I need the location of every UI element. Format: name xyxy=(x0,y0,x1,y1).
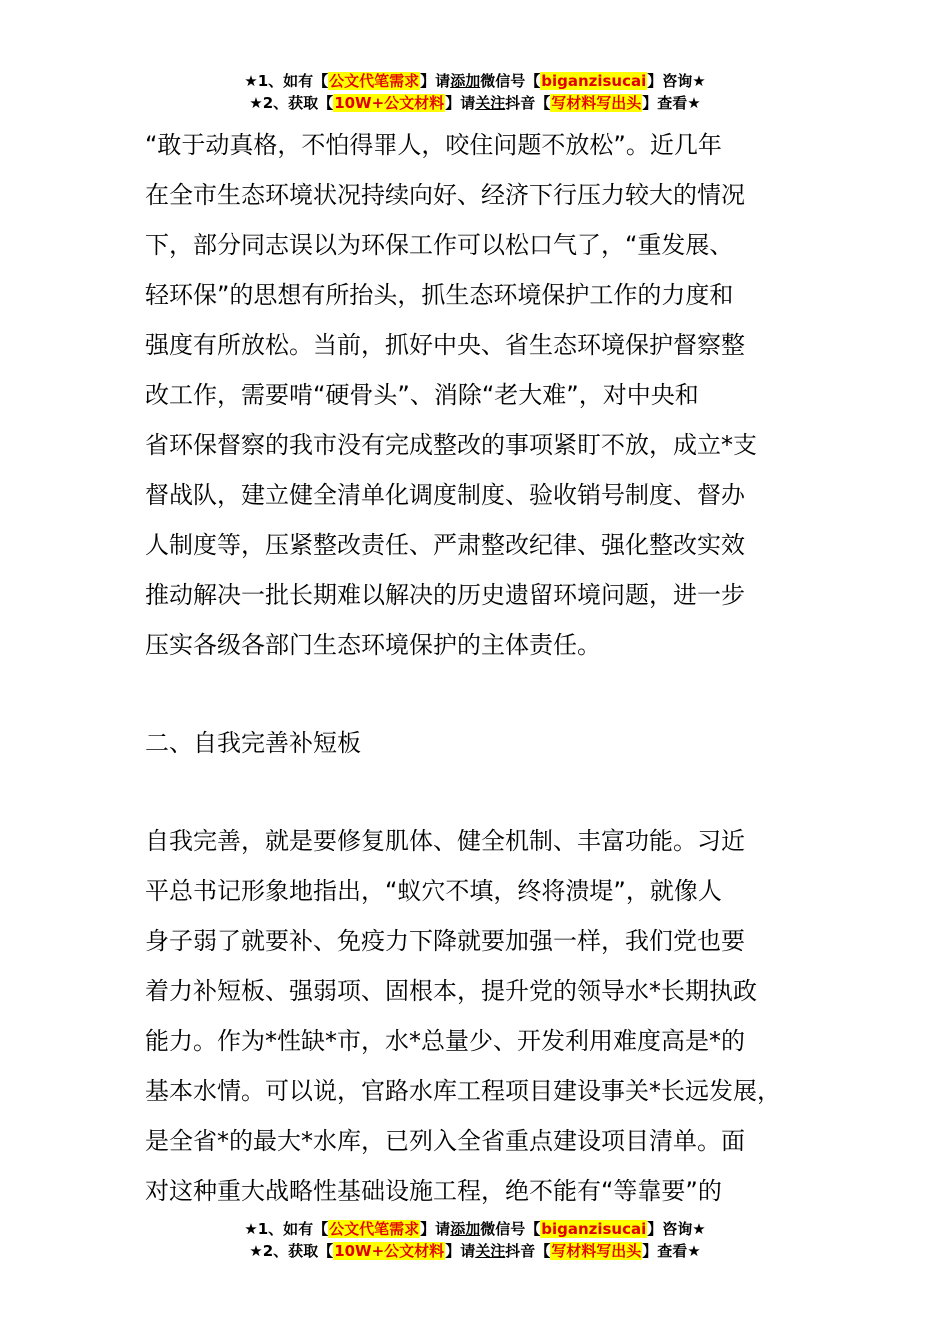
text-line: 基本水情。可以说，官路水库工程项目建设事关*长远发展， xyxy=(145,1077,781,1105)
text-line: 在全市生态环境状况持续向好、经济下行压力较大的情况 xyxy=(145,181,745,209)
banner-text: 】请 xyxy=(420,1220,451,1238)
banner-underlined: 添加 xyxy=(450,1220,481,1238)
text-line: 身子弱了就要补、免疫力下降就要加强一样，我们党也要 xyxy=(145,927,745,955)
banner-text: 】查看★ xyxy=(642,94,701,112)
text-line: 督战队，建立健全清单化调度制度、验收销号制度、督办 xyxy=(145,481,745,509)
text-line: 改工作，需要啃“硬骨头”、消除“老大难”，对中央和 xyxy=(145,381,699,409)
banner-underlined: 关注 xyxy=(475,1242,506,1260)
banner-text: ★2、获取【 xyxy=(249,1242,334,1260)
banner-text: ★1、如有【 xyxy=(244,1220,329,1238)
text-line: 是全省*的最大*水库，已列入全省重点建设项目清单。面 xyxy=(145,1127,745,1155)
banner-text: 】请 xyxy=(445,1242,476,1260)
banner-text: ★2、获取【 xyxy=(249,94,334,112)
text-line: 省环保督察的我市没有完成整改的事项紧盯不放，成立*支 xyxy=(145,431,757,459)
text-line: 推动解决一批长期难以解决的历史遗留环境问题，进一步 xyxy=(145,581,745,609)
paragraph-2 xyxy=(145,816,845,1216)
banner-text: 】查看★ xyxy=(642,1242,701,1260)
text-line: 能力。作为*性缺*市，水*总量少、开发利用难度高是*的 xyxy=(145,1027,745,1055)
text-line: 人制度等，压紧整改责任、严肃整改纪律、强化整改实效 xyxy=(145,531,745,559)
banner-underlined: 添加 xyxy=(450,72,481,90)
text-line: 着力补短板、强弱项、固根本，提升党的领导水*长期执政 xyxy=(145,977,757,1005)
banner-highlight: 10W+公文材料 xyxy=(334,94,445,112)
banner-highlight: 10W+公文材料 xyxy=(334,1242,445,1260)
footer-banner-line-2 xyxy=(0,1240,950,1262)
text-line: 平总书记形象地指出，“蚁穴不填，终将溃堤”，就像人 xyxy=(145,877,722,905)
banner-text: 微信号【 xyxy=(480,72,541,90)
banner-highlight: biganzisucai xyxy=(541,1220,647,1238)
header-banner xyxy=(0,70,950,114)
banner-highlight: 公文代笔需求 xyxy=(329,72,420,90)
text-line: 自我完善，就是要修复肌体、健全机制、丰富功能。习近 xyxy=(145,827,745,855)
text-line: 对这种重大战略性基础设施工程，绝不能有“等靠要”的 xyxy=(145,1177,722,1205)
banner-underlined: 关注 xyxy=(475,94,506,112)
banner-text: 抖音【 xyxy=(505,1242,551,1260)
banner-text: 】请 xyxy=(445,94,476,112)
footer-banner-line-1 xyxy=(0,1218,950,1240)
header-banner-line-2 xyxy=(0,92,950,114)
banner-highlight: 公文代笔需求 xyxy=(329,1220,420,1238)
banner-text: 】咨询★ xyxy=(647,1220,706,1238)
banner-text: 】咨询★ xyxy=(647,72,706,90)
footer-banner xyxy=(0,1218,950,1262)
section-heading: 二、自我完善补短板 xyxy=(145,729,361,757)
banner-highlight: 写材料写出头 xyxy=(551,94,642,112)
text-line: 压实各级各部门生态环境保护的主体责任。 xyxy=(145,631,601,659)
banner-highlight: 写材料写出头 xyxy=(551,1242,642,1260)
banner-highlight: biganzisucai xyxy=(541,72,647,90)
banner-text: 抖音【 xyxy=(505,94,551,112)
header-banner-line-1 xyxy=(0,70,950,92)
banner-text: ★1、如有【 xyxy=(244,72,329,90)
text-line: 轻环保”的思想有所抬头，抓生态环境保护工作的力度和 xyxy=(145,281,734,309)
text-line: 强度有所放松。当前，抓好中央、省生态环境保护督察整 xyxy=(145,331,745,359)
text-line: “敢于动真格，不怕得罪人，咬住问题不放松”。近几年 xyxy=(145,131,722,159)
banner-text: 】请 xyxy=(420,72,451,90)
banner-text: 微信号【 xyxy=(480,1220,541,1238)
text-line: 下，部分同志误以为环保工作可以松口气了，“重发展、 xyxy=(145,231,734,259)
paragraph-1 xyxy=(145,120,845,670)
